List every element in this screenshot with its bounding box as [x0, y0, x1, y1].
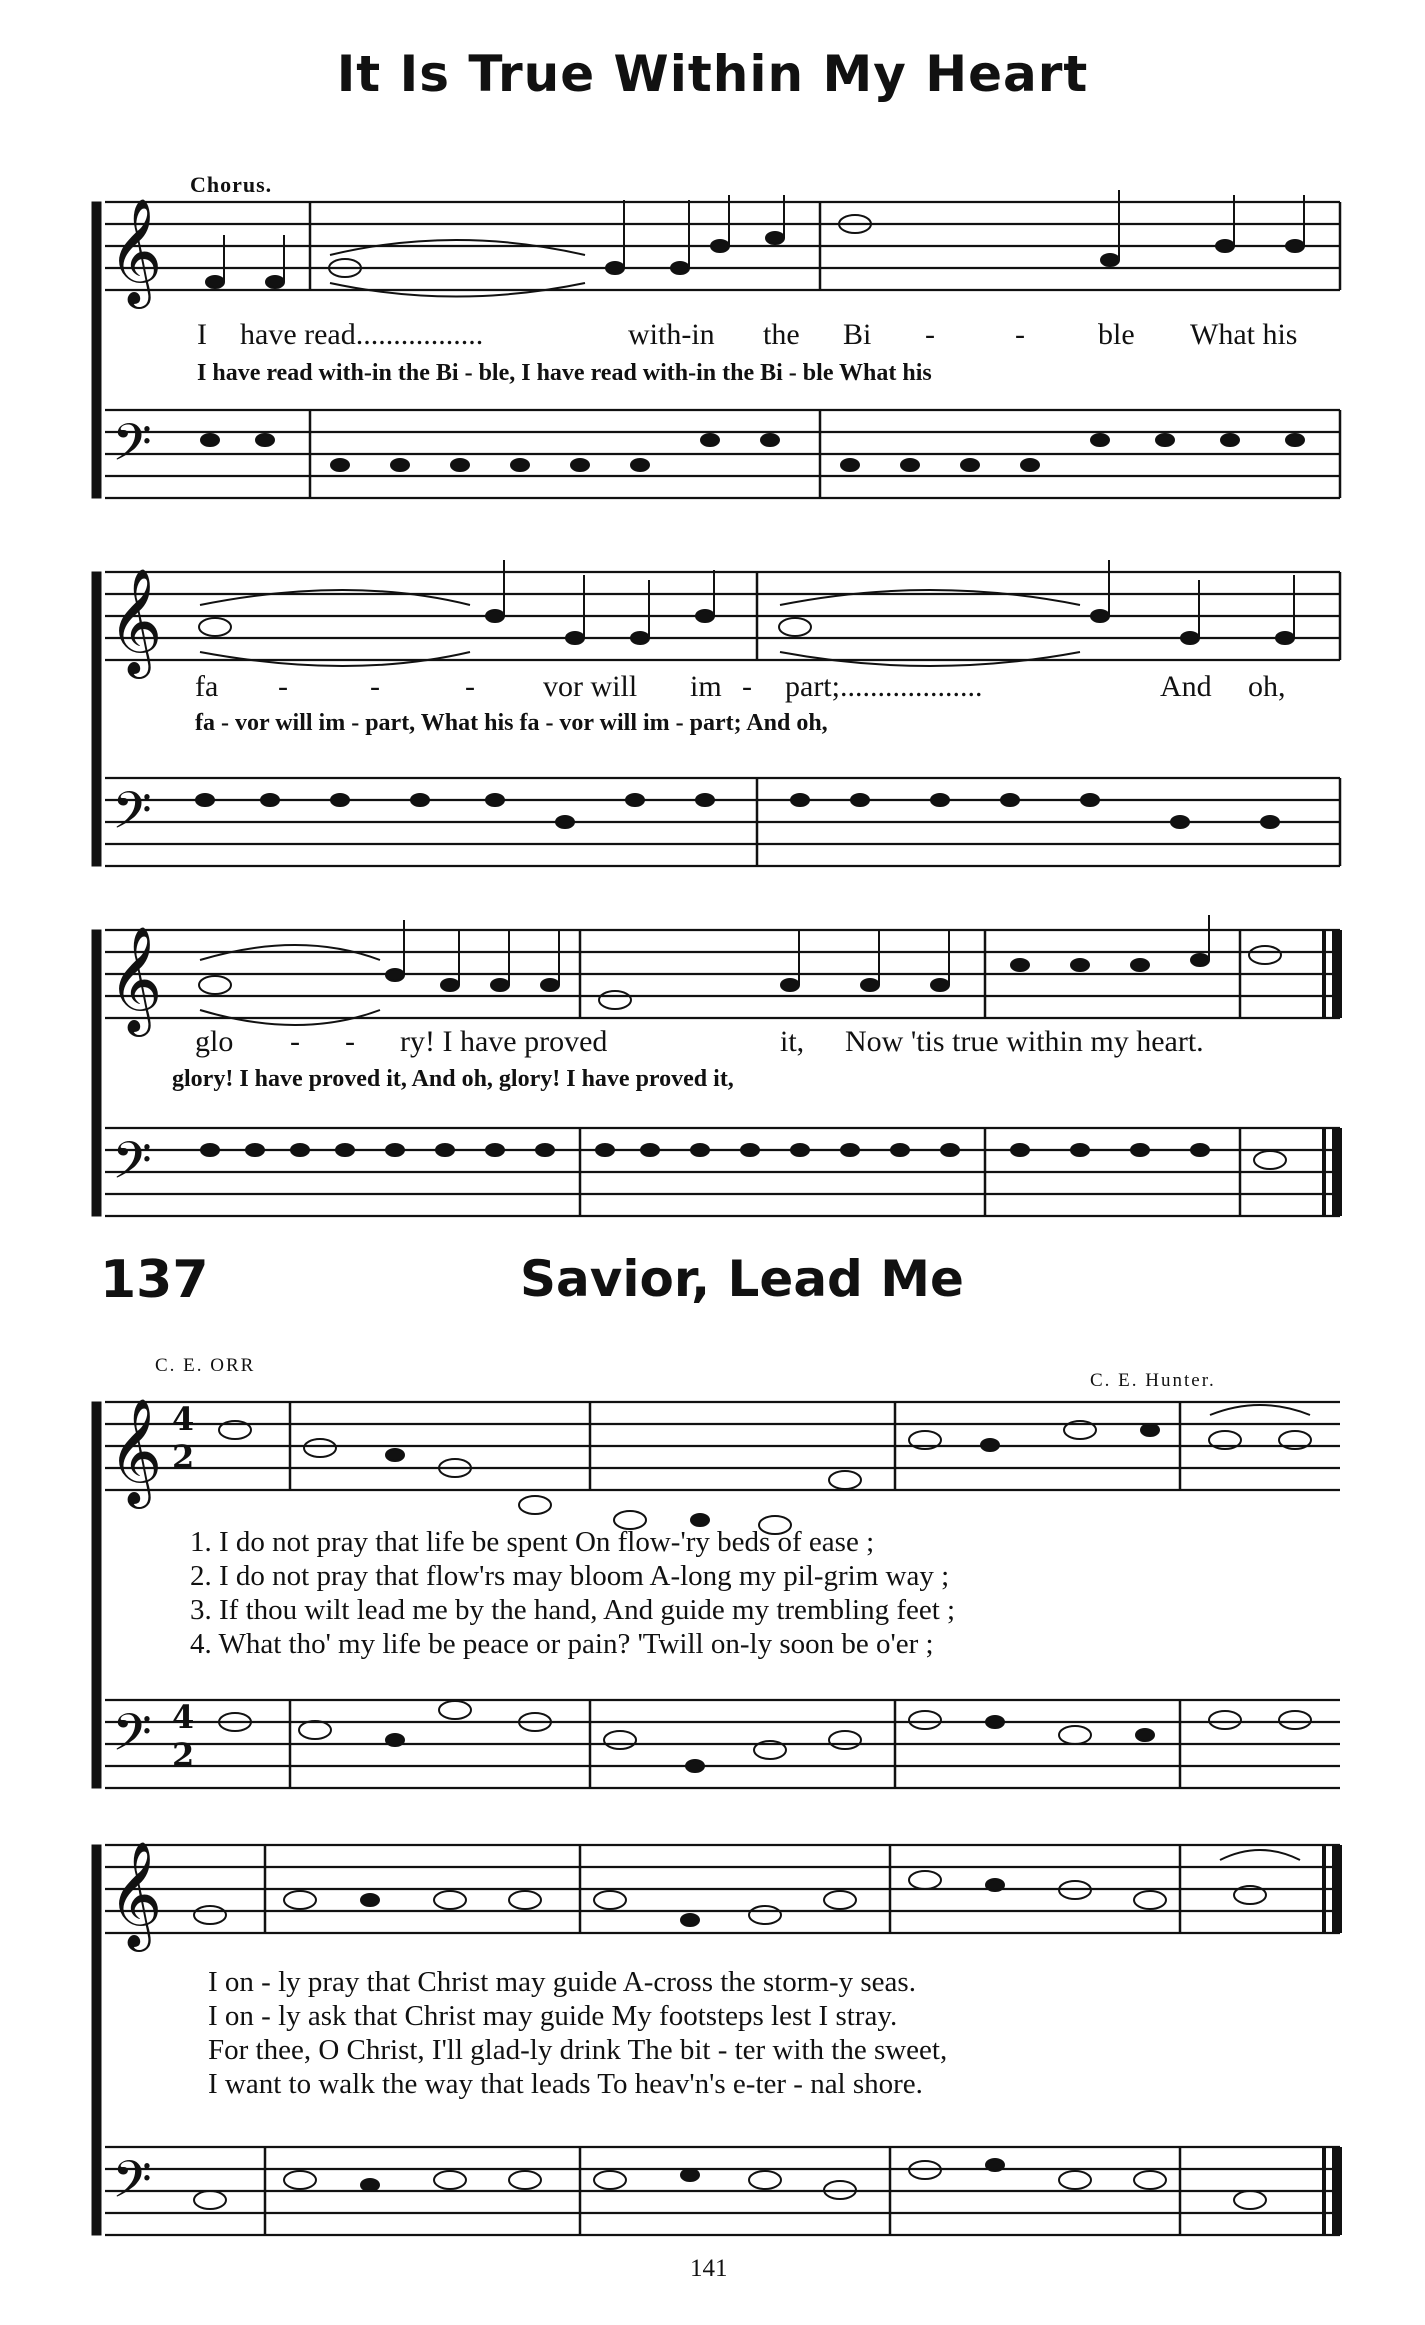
system-brace	[92, 572, 101, 866]
lyric-line3-word: -	[345, 1025, 355, 1058]
verse-line: 3. If thou wilt lead me by the hand, And guide my trembling feet ;	[190, 1594, 956, 1626]
staff-hymn137-system2-treble	[105, 1845, 1340, 1933]
chorus-label: Chorus.	[190, 172, 273, 197]
lyric-line1-word: with-in	[628, 318, 715, 351]
staff-system2-treble	[105, 572, 1340, 660]
bass-clef-icon: 𝄢	[112, 2149, 152, 2222]
lyric-line3-alt: glory! I have proved it, And oh, glory! I have proved it,	[172, 1066, 734, 1092]
bass-clef-icon: 𝄢	[112, 1702, 152, 1775]
lyric-line3-word: ry! I have proved	[400, 1025, 608, 1058]
time-signature: 4	[172, 1400, 195, 1438]
lyric-line2-word: part;...................	[785, 670, 983, 703]
lyric-line1-word: What his	[1190, 318, 1298, 351]
treble-clef-icon: 𝄞	[108, 1397, 163, 1504]
hymn-number: 137	[100, 1250, 209, 1310]
lyric-line2-word: im	[690, 670, 722, 703]
lyric-line1-word: I	[197, 318, 207, 351]
lyric-line3-word: it,	[780, 1025, 805, 1058]
lyric-line2-word: -	[278, 670, 288, 703]
bass-clef-icon: 𝄢	[112, 780, 152, 853]
system-brace	[92, 1402, 101, 1788]
time-signature: 4	[172, 1698, 195, 1736]
lyric-line2-word: -	[370, 670, 380, 703]
lyric-line2-alt: fa - vor will im - part, What his fa - vor will im - part; And oh,	[195, 710, 828, 736]
lyric-line2-word: -	[465, 670, 475, 703]
staff-system3-bass	[105, 1128, 1340, 1216]
lyric-line2-word: oh,	[1248, 670, 1286, 703]
time-signature: 2	[172, 1736, 195, 1774]
lyric-line1-alt: I have read with-in the Bi - ble, I have read with-in the Bi - ble What his	[197, 360, 932, 386]
verse-line: 2. I do not pray that flow'rs may bloom A-long my pil-grim way ;	[190, 1560, 950, 1592]
page-number: 141	[690, 2255, 728, 2282]
bass-clef-icon: 𝄢	[112, 412, 152, 485]
verse-line: I on - ly pray that Christ may guide A-cross the storm-y seas.	[208, 1966, 916, 1998]
verse-line: 1. I do not pray that life be spent On flow-'ry beds of ease ;	[190, 1526, 875, 1558]
bass-clef-icon: 𝄢	[112, 1130, 152, 1203]
lyric-line1-word: have read.................	[240, 318, 484, 351]
treble-clef-icon: 𝄞	[108, 567, 163, 674]
hymn-title: It Is True Within My Heart	[336, 45, 1089, 103]
lyric-line3-word: -	[290, 1025, 300, 1058]
lyric-line2-word: And	[1160, 670, 1212, 703]
lyric-line1-word: Bi	[843, 318, 872, 351]
staff-system2-bass	[105, 778, 1340, 866]
system-brace	[92, 930, 101, 1216]
lyric-line3-word: glo	[195, 1025, 234, 1058]
lyric-line1-word: -	[925, 318, 935, 351]
hymn-title: Savior, Lead Me	[520, 1250, 964, 1308]
staff-hymn137-system2-bass	[105, 2147, 1340, 2235]
verse-line: 4. What tho' my life be peace or pain? 'Twill on-ly soon be o'er ;	[190, 1628, 934, 1660]
system-brace	[92, 202, 101, 498]
verse-line: For thee, O Christ, I'll glad-ly drink The bit - ter with the sweet,	[208, 2034, 948, 2066]
lyric-line1-word: -	[1015, 318, 1025, 351]
lyric-line2-word: fa	[195, 670, 219, 703]
lyric-line1-word: the	[763, 318, 800, 351]
composer-credit: C. E. Hunter.	[1090, 1370, 1216, 1391]
verse-line: I on - ly ask that Christ may guide My footsteps lest I stray.	[208, 2000, 898, 2032]
verse-line: I want to walk the way that leads To heav'n's e-ter - nal shore.	[208, 2068, 923, 2100]
lyric-line2-word: vor will	[543, 670, 638, 703]
staff-system1-bass	[105, 410, 1340, 498]
lyricist-credit: C. E. ORR	[155, 1355, 256, 1376]
treble-clef-icon: 𝄞	[108, 197, 163, 304]
treble-clef-icon: 𝄞	[108, 1840, 163, 1947]
lyric-line2-word: -	[742, 670, 752, 703]
lyric-line3-word: Now 'tis true within my heart.	[845, 1025, 1204, 1058]
system-brace	[92, 1845, 101, 2235]
staff-system3-treble	[105, 930, 1340, 1018]
treble-clef-icon: 𝄞	[108, 925, 163, 1032]
lyric-line1-word: ble	[1098, 318, 1135, 351]
time-signature: 2	[172, 1438, 195, 1476]
